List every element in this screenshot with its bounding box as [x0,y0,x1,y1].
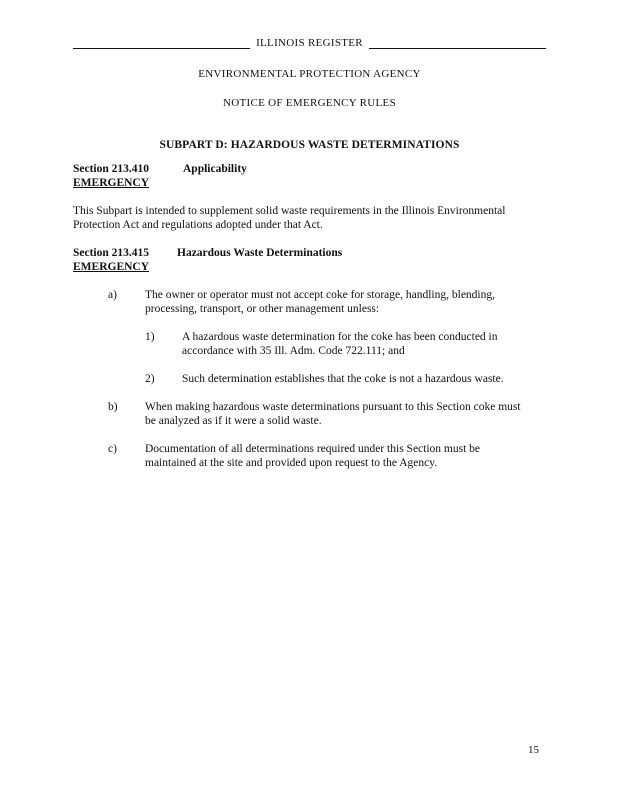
item-a-line1: The owner or operator must not accept coke for storage, handling, blending, [145,289,495,301]
item-a-sub1-line1: A hazardous waste determination for the coke has been conducted in [182,331,498,343]
item-b-label: b) [108,401,118,413]
section-410-title: Applicability [183,163,247,175]
item-c-line1: Documentation of all determinations required under this Section must be [145,443,481,455]
section-410-status: EMERGENCY [73,177,150,189]
section-415-title: Hazardous Waste Determinations [177,247,343,259]
section-415-status: EMERGENCY [73,261,150,273]
register-title [0,36,619,50]
item-a-sub2-label: 2) [145,373,155,385]
item-a-line2: processing, transport, or other management unless: [145,303,380,315]
section-410-number: Section 213.410 [73,163,150,175]
page-number: 15 [528,744,539,756]
section-410-body-line2: Protection Act and regulations adopted under that Act. [73,219,323,231]
item-a-sub1-line2: accordance with 35 Ill. Adm. Code 722.111; and [182,345,405,357]
item-b-line1: When making hazardous waste determinations pursuant to this Section coke must [145,401,521,413]
item-a-sub1-label: 1) [145,331,155,343]
agency-name: ENVIRONMENTAL PROTECTION AGENCY [198,68,421,80]
register-title-text: ILLINOIS REGISTER [250,37,369,49]
section-415-number: Section 213.415 [73,247,150,259]
item-a-sub2-line1: Such determination establishes that the coke is not a hazardous waste. [182,373,504,385]
item-c-line2: maintained at the site and provided upon request to the Agency. [145,457,438,469]
section-410-body-line1: This Subpart is intended to supplement solid waste requirements in the Illinois Environmental [73,205,506,217]
subpart-title: SUBPART D: HAZARDOUS WASTE DETERMINATIONS [159,139,460,151]
item-c-label: c) [108,443,117,455]
notice-title: NOTICE OF EMERGENCY RULES [222,97,396,109]
item-a-label: a) [108,289,117,301]
item-b-line2: be analyzed as if it were a solid waste. [145,415,322,427]
